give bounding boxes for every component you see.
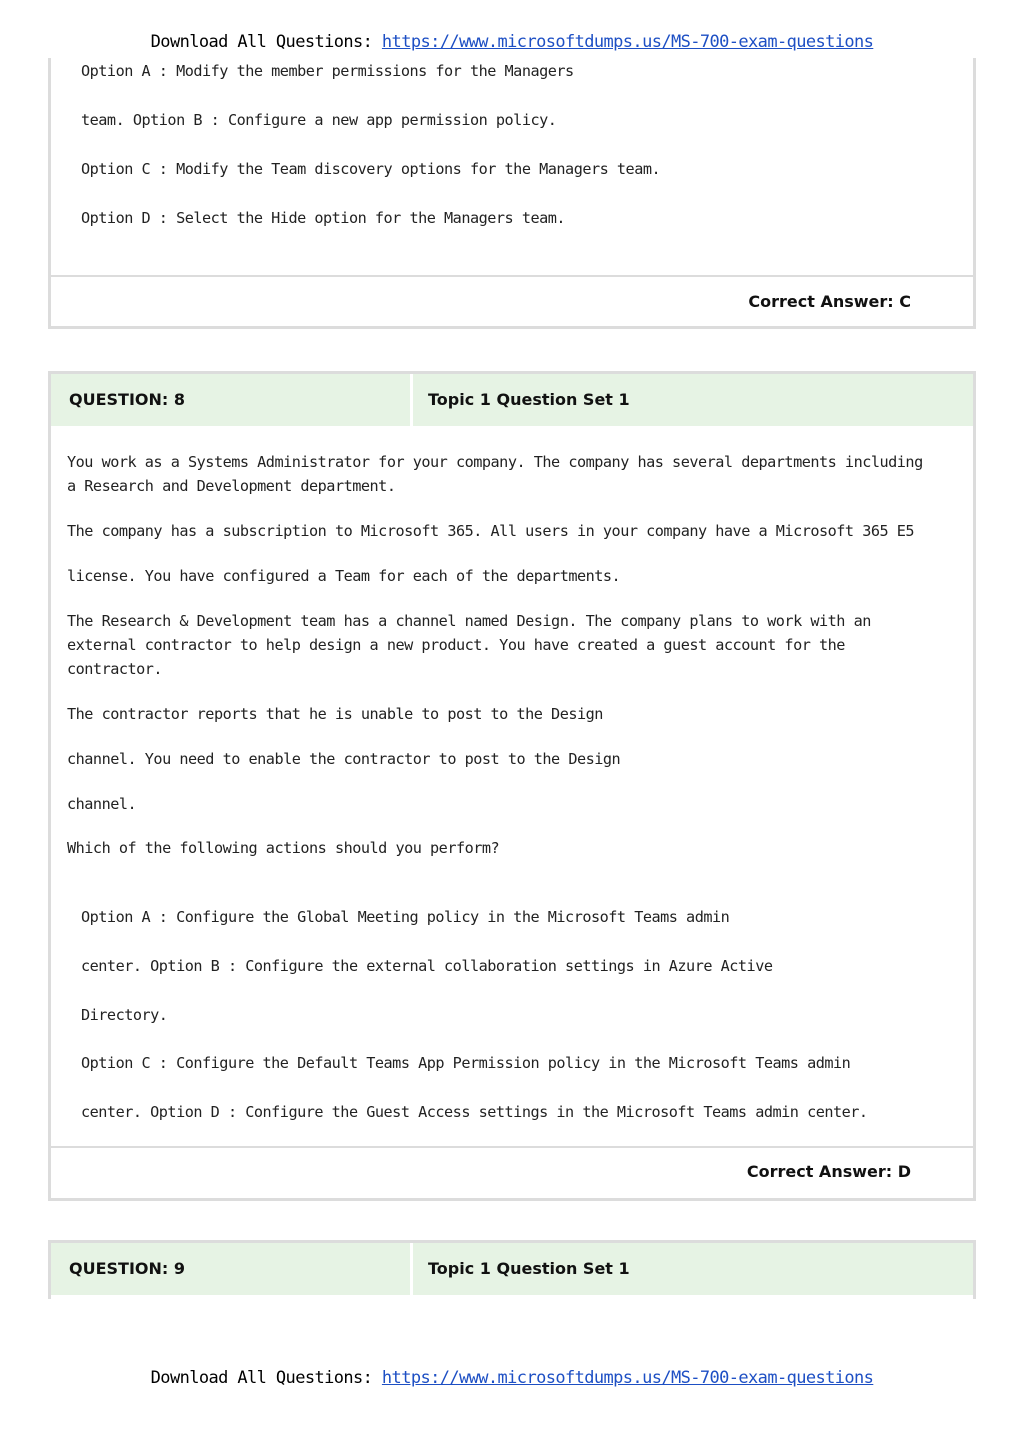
question-text-line: The contractor reports that he is unable to post to the Design	[67, 705, 603, 723]
question-text-line: channel.	[67, 795, 137, 813]
question-text-line: You work as a Systems Administrator for your company. The company has several departments including	[67, 453, 923, 471]
question-card-8	[48, 371, 976, 1201]
download-link[interactable]: https://www.microsoftdumps.us/MS-700-exam-questions	[381, 32, 874, 52]
option-line: Directory.	[81, 1006, 168, 1024]
question-number: QUESTION: 8	[51, 374, 413, 426]
option-line: Option C : Configure the Default Teams App Permission policy in the Microsoft Teams admin	[81, 1054, 851, 1072]
divider	[51, 1146, 973, 1148]
correct-answer: Correct Answer: C	[748, 292, 911, 311]
question-topic: Topic 1 Question Set 1	[428, 1259, 630, 1278]
option-line: team. Option B : Configure a new app permission policy.	[81, 111, 557, 129]
option-line: Option A : Configure the Global Meeting policy in the Microsoft Teams admin	[81, 908, 730, 926]
question-text-line: Which of the following actions should you perform?	[67, 839, 500, 857]
correct-answer: Correct Answer: D	[746, 1162, 911, 1181]
divider	[51, 275, 973, 277]
option-line: Option D : Select the Hide option for the Managers team.	[81, 209, 566, 227]
download-label: Download All Questions:	[150, 1368, 382, 1388]
question-text-line: The company has a subscription to Microsoft 365. All users in your company have a Microsoft 365 E5	[67, 522, 915, 540]
previous-question-card	[48, 58, 976, 329]
download-banner-top	[0, 32, 1024, 52]
question-text-line: external contractor to help design a new product. You have created a guest account for the	[67, 636, 845, 654]
question-header	[51, 1243, 973, 1295]
option-line: Option A : Modify the member permissions for the Managers	[81, 62, 574, 80]
question-header	[51, 374, 973, 426]
question-text-line: a Research and Development department.	[67, 477, 396, 495]
question-number: QUESTION: 9	[51, 1243, 413, 1295]
question-text-line: channel. You need to enable the contractor to post to the Design	[67, 750, 621, 768]
option-line: Option C : Modify the Team discovery options for the Managers team.	[81, 160, 661, 178]
question-topic: Topic 1 Question Set 1	[428, 390, 630, 409]
question-text-line: contractor.	[67, 660, 163, 678]
option-line: center. Option B : Configure the external collaboration settings in Azure Active	[81, 957, 773, 975]
option-line: center. Option D : Configure the Guest Access settings in the Microsoft Teams admin center.	[81, 1103, 868, 1121]
question-card-9	[48, 1240, 976, 1299]
download-link[interactable]: https://www.microsoftdumps.us/MS-700-exam-questions	[381, 1368, 874, 1388]
question-text-line: license. You have configured a Team for each of the departments.	[67, 567, 621, 585]
question-text-line: The Research & Development team has a channel named Design. The company plans to work with an	[67, 612, 871, 630]
download-label: Download All Questions:	[150, 32, 382, 52]
download-banner-bottom	[0, 1368, 1024, 1388]
